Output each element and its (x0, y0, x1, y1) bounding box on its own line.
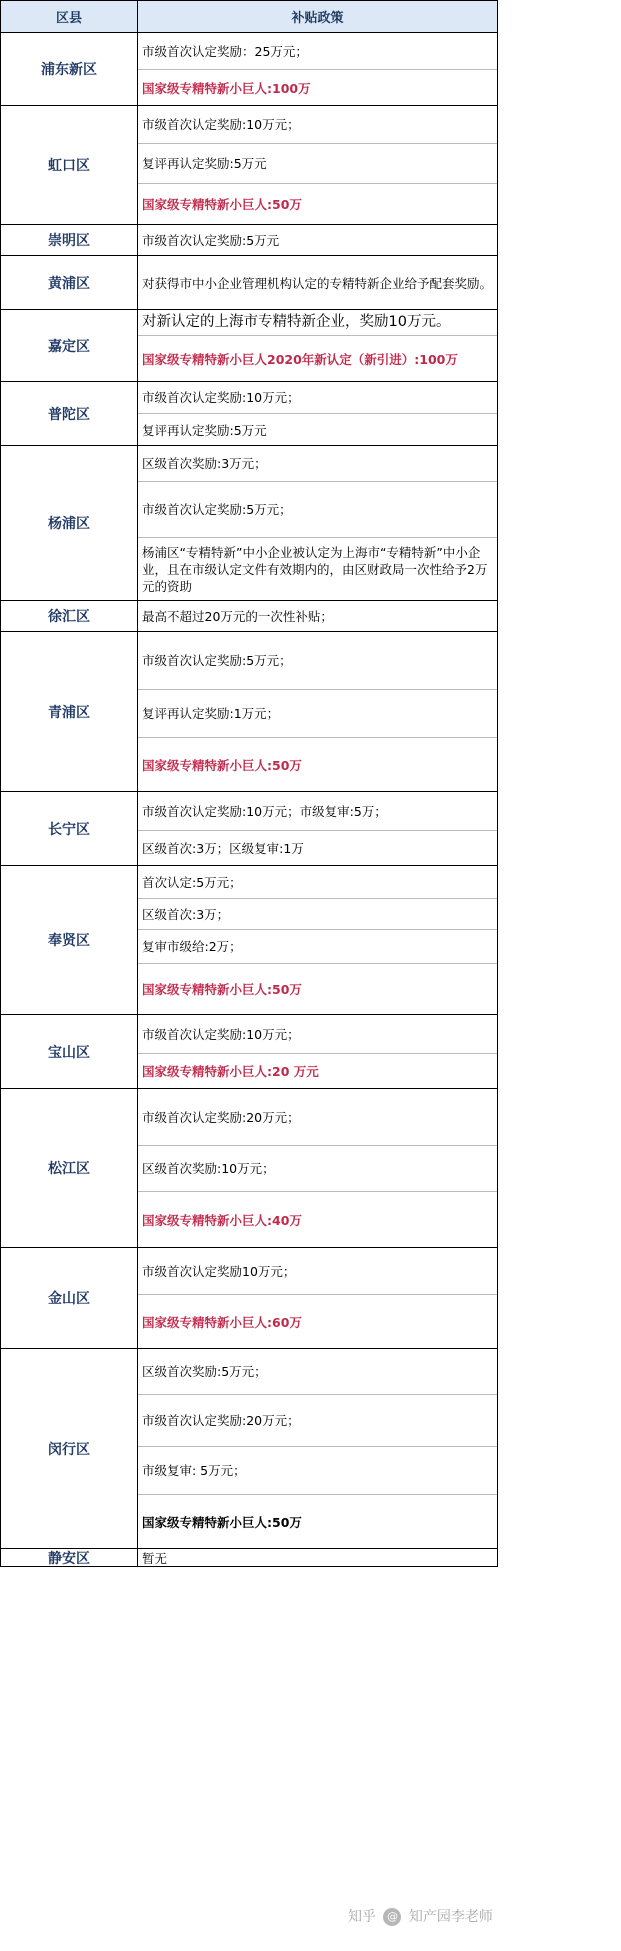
district-name: 宝山区 (0, 1015, 138, 1088)
policy-line: 复评再认定奖励:1万元； (138, 690, 497, 738)
header-policy: 补贴政策 (137, 0, 498, 33)
policy-cell (138, 256, 498, 309)
policy-line: 对新认定的上海市专精特新企业，奖励10万元。 (138, 310, 497, 336)
policy-line: 首次认定:5万元； (138, 866, 497, 899)
policy-line: 暂无 (142, 1550, 168, 1566)
district-name: 徐汇区 (0, 601, 138, 631)
policy-line: 市级复审: 5万元； (138, 1447, 497, 1495)
district-name: 普陀区 (0, 382, 138, 445)
table-row (0, 225, 498, 256)
policy-cell (138, 446, 498, 600)
policy-cell (138, 382, 498, 445)
policy-line: 复评再认定奖励:5万元 (138, 144, 497, 184)
policy-line: 市级首次认定奖励:5万元 (142, 233, 280, 248)
policy-cell (138, 225, 498, 255)
policy-cell (138, 310, 498, 381)
policy-line: 市级首次认定奖励:10万元； (138, 106, 497, 144)
policy-cell (138, 1549, 498, 1566)
policy-line: 区级首次奖励:10万元； (138, 1146, 497, 1192)
policy-line: 市级首次认定奖励10万元； (138, 1248, 497, 1295)
policy-line: 国家级专精特新小巨人:100万 (142, 80, 311, 96)
policy-cell (138, 866, 498, 1014)
policy-line: 市级首次认定奖励:10万元；市级复审:5万； (138, 792, 497, 831)
policy-line: 市级首次认定奖励:10万元； (138, 382, 497, 414)
policy-cell (138, 792, 498, 865)
district-name: 奉贤区 (0, 866, 138, 1014)
district-name: 浦东新区 (0, 33, 138, 105)
policy-line: 国家级专精特新小巨人:50万 (142, 197, 302, 212)
table-row (0, 1015, 498, 1089)
policy-line: 市级首次认定奖励:5万元； (138, 632, 497, 690)
policy-line: 国家级专精特新小巨人:50万 (142, 982, 302, 997)
table-row (0, 792, 498, 866)
district-name: 金山区 (0, 1248, 138, 1348)
district-name: 嘉定区 (0, 310, 138, 381)
policy-line: 国家级专精特新小巨人:50万 (142, 1514, 302, 1530)
policy-cell (138, 106, 498, 224)
district-name: 崇明区 (0, 225, 138, 255)
policy-cell (138, 1015, 498, 1088)
table-row (0, 310, 498, 382)
policy-line: 国家级专精特新小巨人:50万 (142, 757, 302, 773)
zhihu-logo-icon: @ (383, 1908, 401, 1926)
policy-line: 国家级专精特新小巨人:40万 (142, 1212, 302, 1228)
policy-cell (138, 1349, 498, 1548)
table-row (0, 1349, 498, 1549)
policy-line: 国家级专精特新小巨人2020年新认定（新引进）:100万 (142, 351, 458, 367)
table-row (0, 601, 498, 632)
policy-line: 最高不超过20万元的一次性补贴； (142, 609, 333, 624)
watermark (348, 1906, 493, 1926)
policy-cell (138, 33, 498, 105)
table-row (0, 866, 498, 1015)
district-name: 虹口区 (0, 106, 138, 224)
district-name: 静安区 (0, 1549, 138, 1566)
policy-line: 市级首次认定奖励:20万元； (138, 1395, 497, 1447)
table-row (0, 1089, 498, 1248)
policy-line: 复评再认定奖励:5万元 (142, 422, 267, 438)
table-row (0, 446, 498, 601)
policy-line: 复审市级给:2万； (138, 930, 497, 964)
policy-cell (138, 1248, 498, 1348)
table-row (0, 33, 498, 106)
table-row (0, 1248, 498, 1349)
district-name: 黄浦区 (0, 256, 138, 309)
table-row (0, 1549, 498, 1567)
table-row (0, 256, 498, 310)
policy-cell (138, 632, 498, 791)
district-name: 青浦区 (0, 632, 138, 791)
policy-line: 杨浦区“专精特新”中小企业被认定为上海市“专精特新”中小企业，且在市级认定文件有效期内的，由区财政局一次性给予2万元的资助 (142, 545, 488, 594)
district-name: 杨浦区 (0, 446, 138, 600)
policy-line: 国家级专精特新小巨人:60万 (142, 1314, 302, 1330)
policy-line: 市级首次认定奖励：25万元； (138, 33, 497, 70)
policy-line: 区级首次奖励:5万元； (138, 1349, 497, 1395)
policy-line: 市级首次认定奖励:5万元； (138, 482, 497, 538)
policy-line: 国家级专精特新小巨人:20 万元 (142, 1064, 319, 1079)
policy-cell (138, 601, 498, 631)
watermark-suffix: 知产园李老师 (408, 1909, 493, 1925)
policy-line: 区级首次奖励:3万元； (138, 446, 497, 482)
policy-line: 对获得市中小企业管理机构认定的专精特新企业给予配套奖励。 (142, 275, 493, 291)
table-row (0, 106, 498, 225)
district-name: 松江区 (0, 1089, 138, 1247)
policy-line: 区级首次:3万； (138, 899, 497, 930)
policy-line: 市级首次认定奖励:20万元； (138, 1089, 497, 1146)
header-district: 区县 (0, 0, 138, 33)
district-name: 长宁区 (0, 792, 138, 865)
policy-line: 市级首次认定奖励:10万元； (138, 1015, 497, 1054)
policy-line: 区级首次:3万；区级复审:1万 (142, 841, 304, 856)
district-name: 闵行区 (0, 1349, 138, 1548)
table-row (0, 632, 498, 792)
policy-cell (138, 1089, 498, 1247)
table-row (0, 382, 498, 446)
watermark-prefix: 知乎 (348, 1909, 376, 1925)
